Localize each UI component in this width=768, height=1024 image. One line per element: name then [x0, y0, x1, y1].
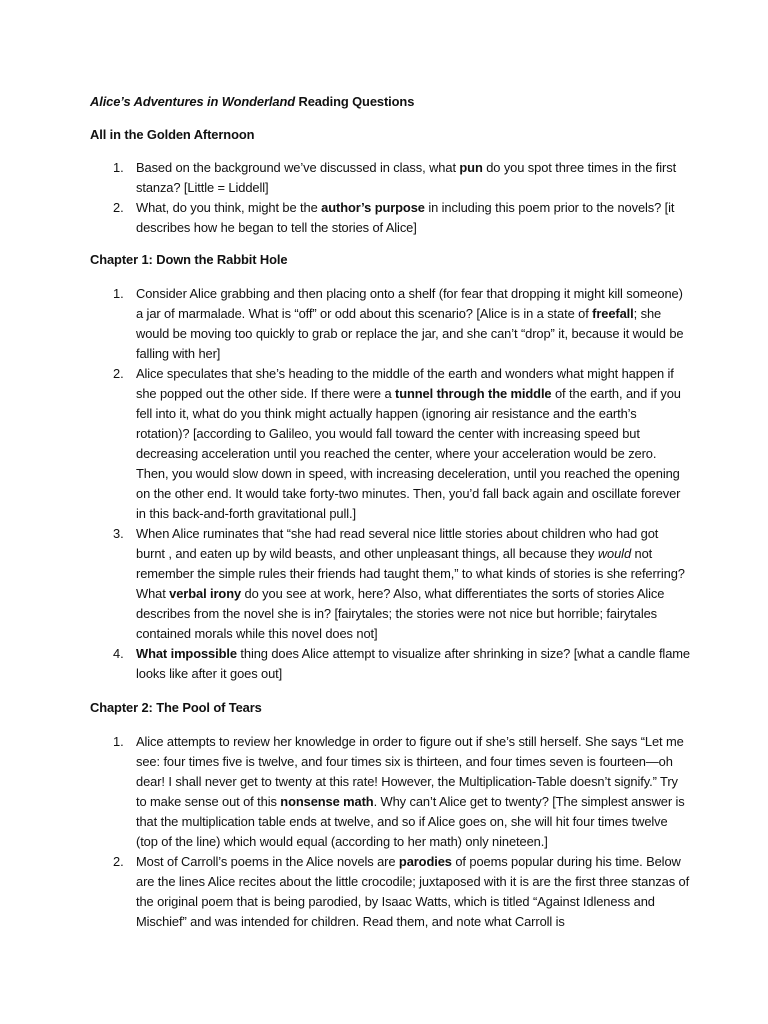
- question-item: [90, 732, 690, 852]
- key-term: tunnel through the middle: [395, 386, 552, 401]
- book-title: Alice’s Adventures in Wonderland: [90, 94, 296, 109]
- section-heading: Chapter 2: The Pool of Tears: [90, 700, 262, 715]
- question-text: . Why can’t Alice get to twenty? [The simplest answer is that the multiplication table ends at twelve, and so if Alice goes on, she will hit four times twelve (top of the line) which would equal (according to her math) only nineteen.]: [136, 794, 685, 849]
- section-heading: Chapter 1: Down the Rabbit Hole: [90, 252, 288, 267]
- section-heading: All in the Golden Afternoon: [90, 127, 255, 142]
- question-text: ; she would be moving too quickly to grab or replace the jar, and she can’t “drop” it, because it would be falling with her]: [136, 306, 684, 361]
- question-number: 2.: [113, 200, 124, 215]
- question-item: [90, 158, 690, 198]
- question-text: Based on the background we’ve discussed in class, what: [136, 160, 460, 175]
- question-text: of poems popular during his time. Below are the lines Alice recites about the little crocodile; juxtaposed with it is are the first three stanzas of the original poem that is being parodied, by Isaac Watts, which is titled “Against Idleness and Mischief” and was intended for children. Read them, and note what Carroll is: [136, 854, 690, 929]
- question-text: not remember the simple rules their friends had taught them,” to what kinds of stories is she referring? What: [136, 546, 685, 601]
- question-text: thing does Alice attempt to visualize after shrinking in size? [what a candle flame looks like after it goes out]: [136, 646, 690, 681]
- question-number: 1.: [113, 286, 124, 301]
- question-text: in including this poem prior to the novels? [it describes how he began to tell the stories of Alice]: [136, 200, 675, 235]
- question-text: do you see at work, here? Also, what differentiates the sorts of stories Alice describes from the novel she is in? [fairytales; the stories were not nice but horrible; fairytales contained morals while this novel does not]: [136, 586, 665, 641]
- question-text: Consider Alice grabbing and then placing onto a shelf (for fear that dropping it might kill someone) a jar of marmalade. What is “off” or odd about this scenario? [Alice is in a state of: [136, 286, 683, 321]
- question-number: 3.: [113, 526, 124, 541]
- question-text: Alice speculates that she’s heading to the middle of the earth and wonders what might happen if she popped out the other side. If there were a: [136, 366, 674, 401]
- question-number: 4.: [113, 646, 124, 661]
- emphasis-text: would: [597, 546, 632, 561]
- question-item: [90, 852, 690, 932]
- question-item: [90, 364, 690, 524]
- question-text: What, do you think, might be the: [136, 200, 322, 215]
- key-term: nonsense math: [280, 794, 374, 809]
- question-number: 1.: [113, 734, 124, 749]
- question-text: Alice attempts to review her knowledge in order to figure out if she’s still herself. She says “Let me see: four times five is twelve, and four times six is thirteen, and four times seven is fourteen—oh dear! I shall never get to twenty at this rate! However, the Multiplication-Table doesn’t signify.” Try to make sense out of this: [136, 734, 684, 809]
- key-term: parodies: [398, 854, 452, 869]
- question-number: 1.: [113, 160, 124, 175]
- key-term: author’s purpose: [321, 200, 425, 215]
- question-item: [90, 198, 690, 238]
- question-number: 2.: [113, 366, 124, 381]
- document-title: [90, 92, 690, 112]
- question-list: [90, 732, 690, 932]
- question-text: do you spot three times in the first stanza? [Little = Liddell]: [136, 160, 677, 195]
- title-suffix: Reading Questions: [295, 94, 415, 109]
- question-text: of the earth, and if you fell into it, what do you think might actually happen (ignoring air resistance and the earth’s rotation)? [according to Galileo, you would fall toward the center with increasing speed but decreasing acceleration until you reached the center, where your acceleration would be zero. Then, you would slow down in speed, with increasing deceleration, until you reached the opening on the other end. It would take forty-two minutes. Then, you’d fall back again and oscillate forever in this back-and-forth gravitational pull.]: [136, 386, 681, 521]
- question-text: Most of Carroll’s poems in the Alice novels are: [136, 854, 399, 869]
- key-term: What impossible: [136, 646, 237, 661]
- question-item: [90, 644, 690, 684]
- key-term: pun: [459, 160, 483, 175]
- key-term: freefall: [592, 306, 634, 321]
- key-term: verbal irony: [169, 586, 242, 601]
- question-list: [90, 158, 690, 238]
- question-list: [90, 284, 690, 684]
- question-item: [90, 524, 690, 644]
- question-text: When Alice ruminates that “she had read several nice little stories about children who had got burnt , and eaten up by wild beasts, and other unpleasant things, all because they: [136, 526, 659, 561]
- question-item: [90, 284, 690, 364]
- question-number: 2.: [113, 854, 124, 869]
